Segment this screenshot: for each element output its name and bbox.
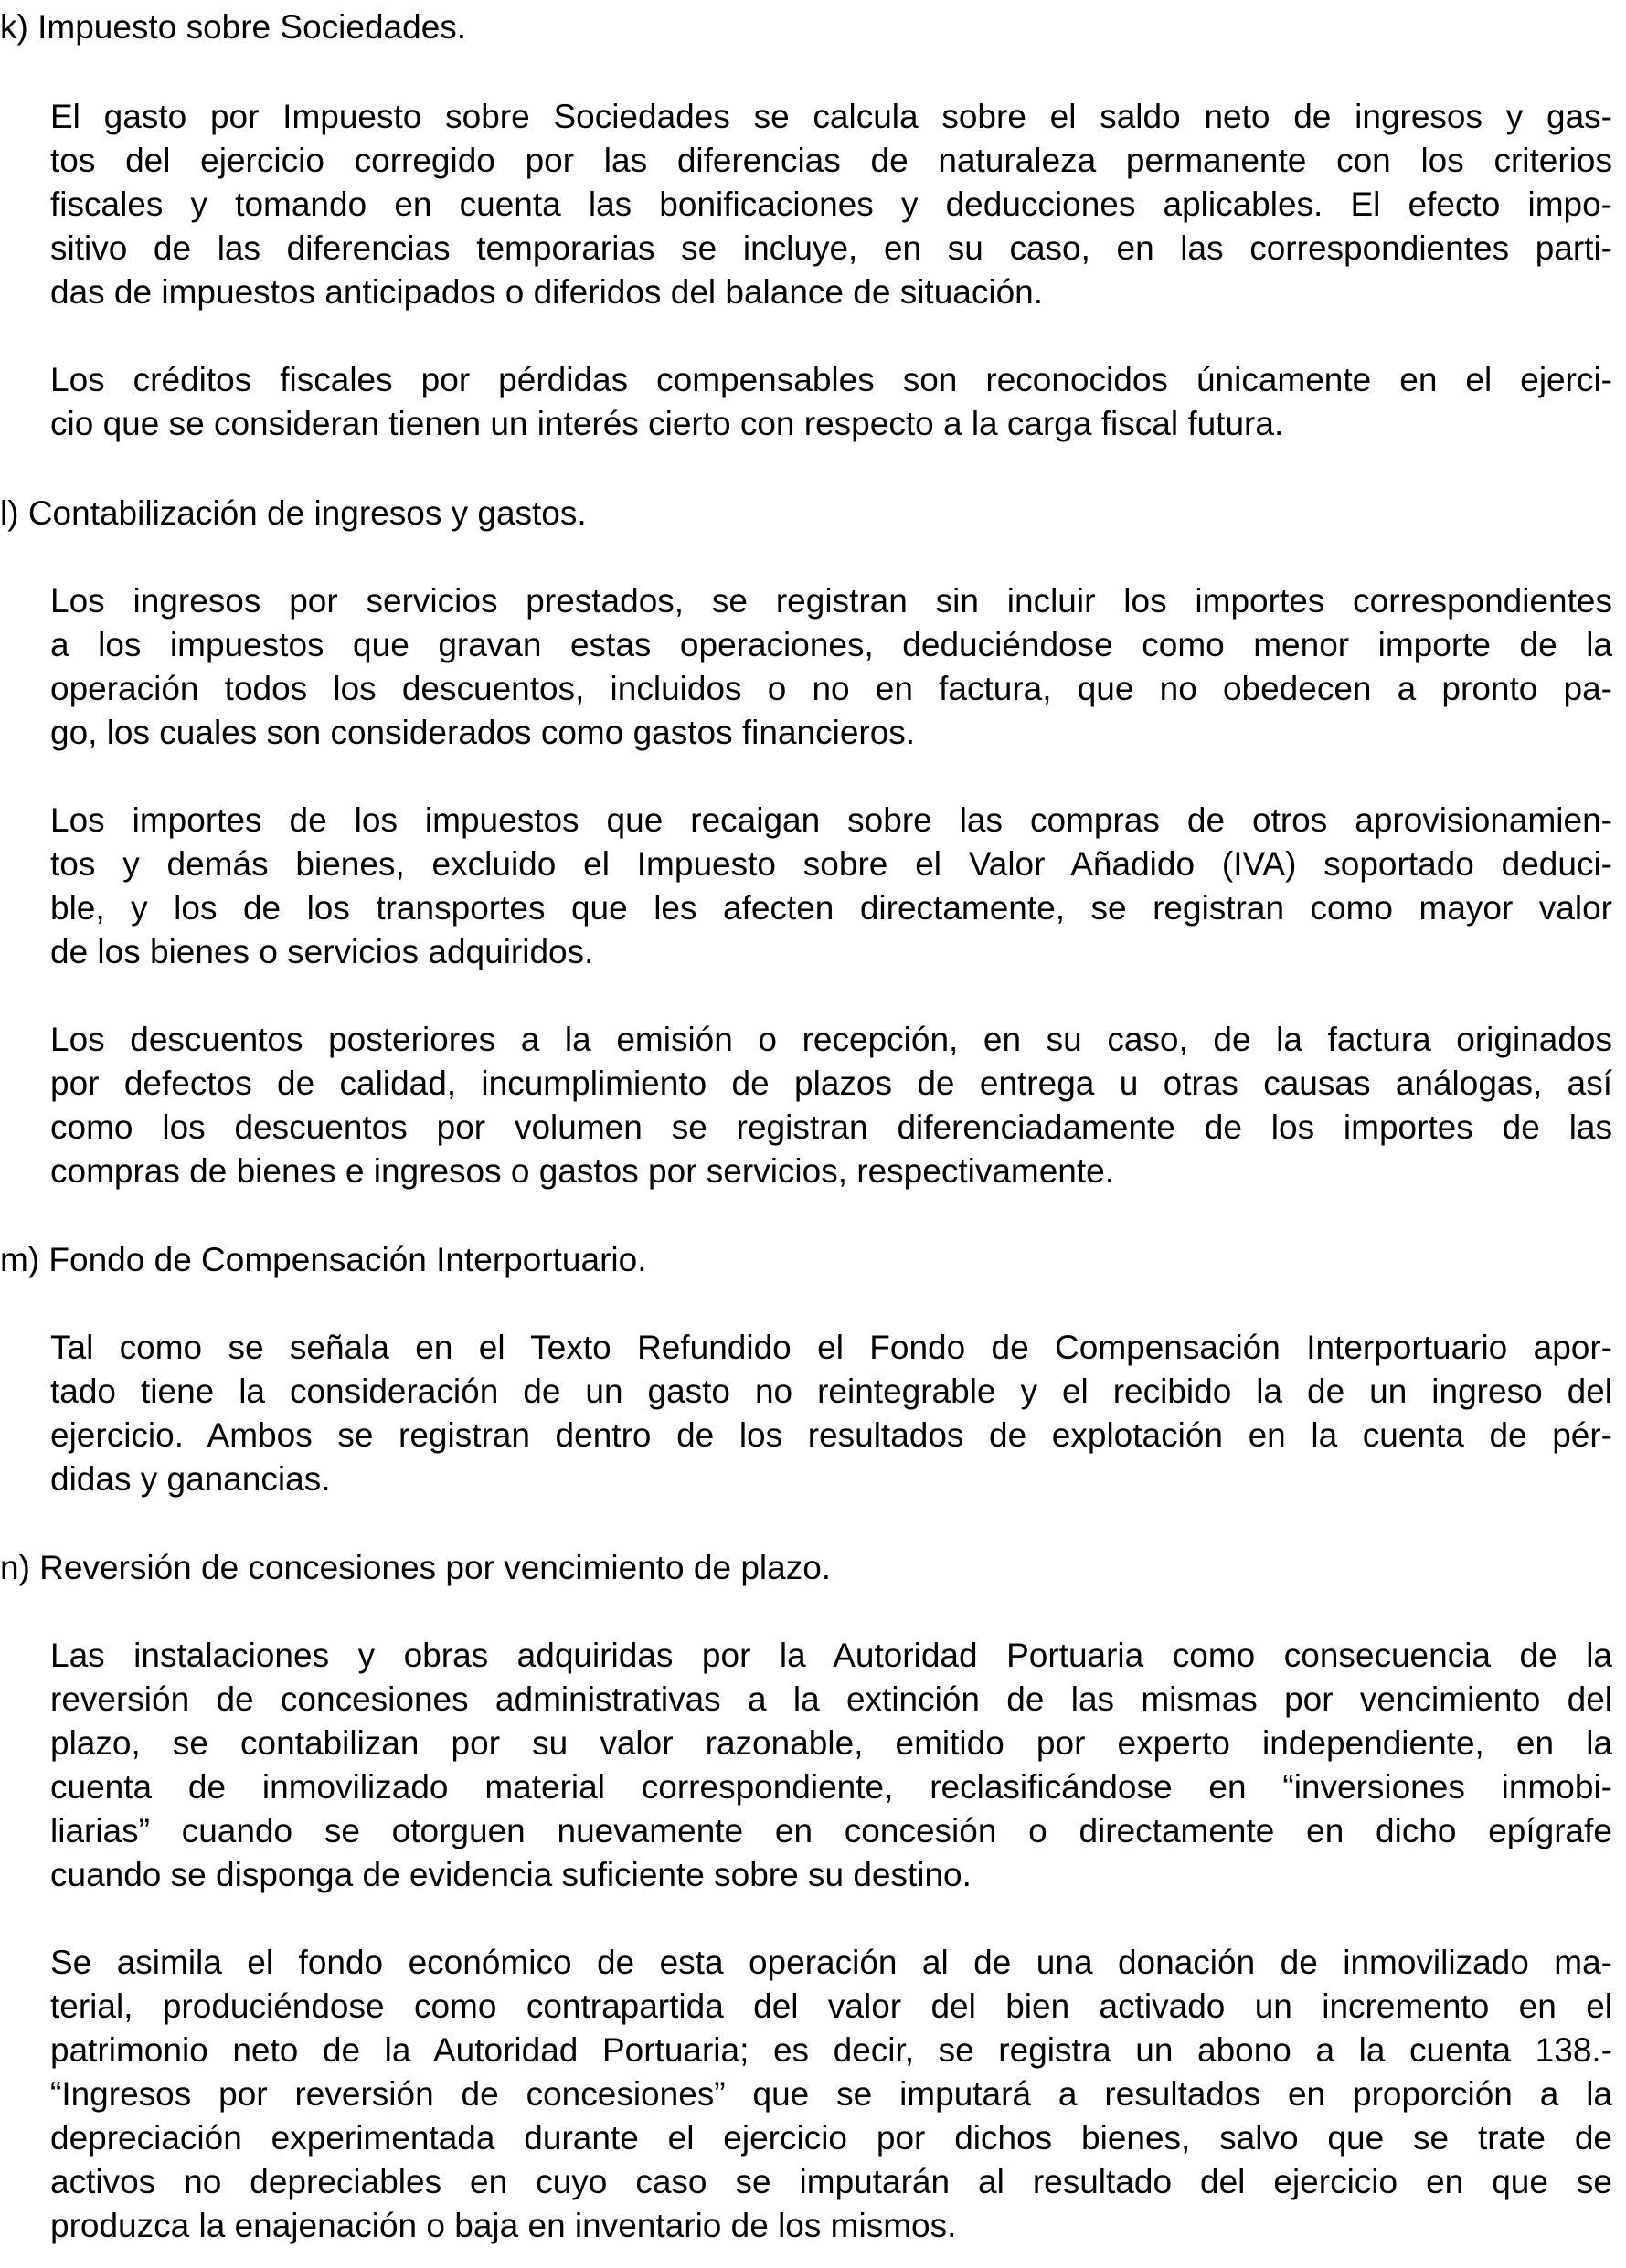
text-line: tos y demás bienes, excluido el Impuesto sobre el Valor Añadido (IVA) soportado deduci- (50, 845, 1612, 883)
text-line: liarias” cuando se otorguen nuevamente en concesión o directamente en dicho epígrafe (50, 1812, 1612, 1849)
section-heading-l: l) Contabilización de ingresos y gastos. (0, 494, 587, 532)
text-line: El gasto por Impuesto sobre Sociedades se calcula sobre el saldo neto de ingresos y gas- (50, 98, 1612, 135)
section-heading-m: m) Fondo de Compensación Interportuario. (0, 1241, 647, 1278)
paragraph-n-2 (50, 1941, 1612, 2248)
text-line: operación todos los descuentos, incluidos o no en factura, que no obedecen a pronto pa- (50, 670, 1612, 707)
paragraph-l-2 (50, 799, 1612, 974)
text-line: tos del ejercicio corregido por las diferencias de naturaleza permanente con los criterios (50, 142, 1612, 179)
section-heading-k: k) Impuesto sobre Sociedades. (0, 8, 467, 46)
text-line: fiscales y tomando en cuenta las bonificaciones y deducciones aplicables. El efecto impo- (50, 185, 1612, 223)
paragraph-k-2 (50, 358, 1612, 446)
text-line: didas y ganancias. (50, 1460, 331, 1498)
text-line: produzca la enajenación o baja en inventario de los mismos. (50, 2207, 957, 2244)
text-line: plazo, se contabilizan por su valor razonable, emitido por experto independiente, en la (50, 1724, 1612, 1762)
text-line: Los importes de los impuestos que recaigan sobre las compras de otros aprovisionamien- (50, 801, 1612, 839)
text-line: como los descuentos por volumen se registran diferenciadamente de los importes de las (50, 1108, 1612, 1146)
text-line: de los bienes o servicios adquiridos. (50, 933, 594, 970)
text-line: tado tiene la consideración de un gasto no reintegrable y el recibido la de un ingreso del (50, 1372, 1612, 1410)
text-line: go, los cuales son considerados como gastos financieros. (50, 714, 916, 751)
text-line: Las instalaciones y obras adquiridas por la Autoridad Portuaria como consecuencia de la (50, 1637, 1612, 1674)
text-line: cio que se consideran tienen un interés cierto con respecto a la carga fiscal futura. (50, 405, 1284, 442)
paragraph-l-1 (50, 579, 1612, 755)
text-line: Se asimila el fondo económico de esta operación al de una donación de inmovilizado ma- (50, 1944, 1612, 1981)
text-line: activos no depreciables en cuyo caso se imputarán al resultado del ejercicio en que se (50, 2163, 1612, 2200)
paragraph-k-1 (50, 95, 1612, 314)
text-line: compras de bienes e ingresos o gastos por servicios, respectivamente. (50, 1152, 1115, 1190)
text-line: terial, produciéndose como contrapartida del valor del bien activado un incremento en el (50, 1987, 1612, 2025)
paragraph-l-3 (50, 1018, 1612, 1193)
text-line: ejercicio. Ambos se registran dentro de los resultados de explotación en la cuenta de pér- (50, 1416, 1612, 1454)
text-line: das de impuestos anticipados o diferidos del balance de situación. (50, 273, 1044, 311)
text-line: Los descuentos posteriores a la emisión o recepción, en su caso, de la factura originados (50, 1021, 1612, 1058)
text-line: a los impuestos que gravan estas operaciones, deduciéndose como menor importe de la (50, 626, 1612, 663)
text-line: depreciación experimentada durante el ejercicio por dichos bienes, salvo que se trate de (50, 2119, 1612, 2157)
text-line: por defectos de calidad, incumplimiento de plazos de entrega u otras causas análogas, así (50, 1065, 1612, 1102)
text-line: cuando se disponga de evidencia suficiente sobre su destino. (50, 1856, 972, 1893)
text-line: Los créditos fiscales por pérdidas compensables son reconocidos únicamente en el ejerci- (50, 361, 1612, 398)
text-line: “Ingresos por reversión de concesiones” que se imputará a resultados en proporción a la (50, 2075, 1612, 2113)
paragraph-n-1 (50, 1634, 1612, 1897)
text-line: Los ingresos por servicios prestados, se registran sin incluir los importes correspondientes (50, 582, 1612, 620)
text-line: cuenta de inmovilizado material correspondiente, reclasificándose en “inversiones inmobi- (50, 1768, 1612, 1806)
text-line: ble, y los de los transportes que les afecten directamente, se registran como mayor valor (50, 889, 1612, 927)
text-line: patrimonio neto de la Autoridad Portuaria; es decir, se registra un abono a la cuenta 138.- (50, 2031, 1612, 2069)
text-line: sitivo de las diferencias temporarias se incluye, en su caso, en las correspondientes parti- (50, 229, 1612, 267)
paragraph-m-1 (50, 1326, 1612, 1501)
text-line: reversión de concesiones administrativas a la extinción de las mismas por vencimiento del (50, 1680, 1612, 1718)
text-line: Tal como se señala en el Texto Refundido el Fondo de Compensación Interportuario apor- (50, 1329, 1612, 1366)
section-heading-n: n) Reversión de concesiones por vencimiento de plazo. (0, 1549, 832, 1586)
